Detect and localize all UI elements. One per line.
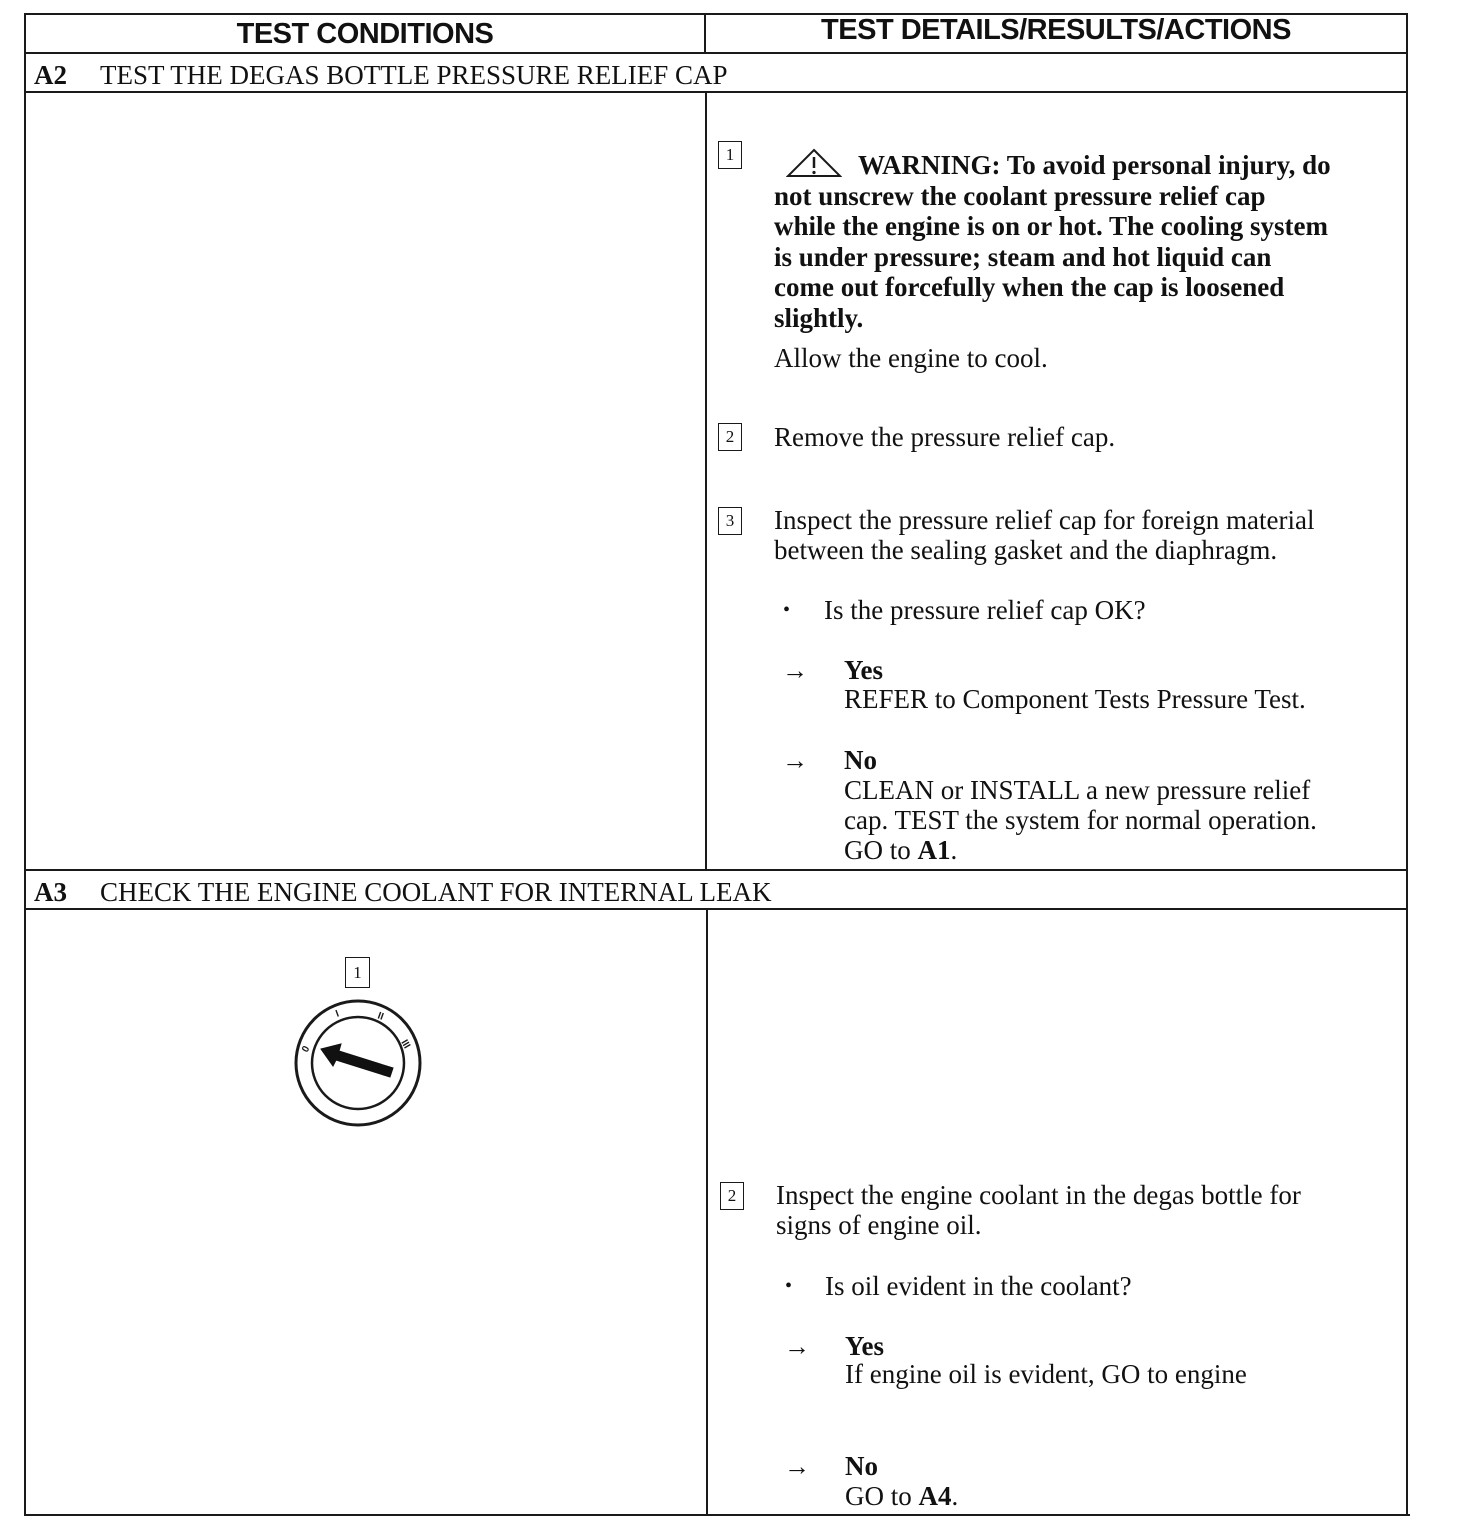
a3-step2-box: 2 [720,1182,744,1210]
a2-question: Is the pressure relief cap OK? [824,595,1146,625]
a2-title: TEST THE DEGAS BOTTLE PRESSURE RELIEF CAP [100,60,728,90]
a2-step3-text [774,505,1315,565]
a2-question-bullet: • [783,599,791,621]
warning-line-2: not unscrew the coolant pressure relief cap [774,180,1266,211]
a2-step3-line-2: between the sealing gasket and the diaphragm. [774,535,1278,565]
a3-yes-label: Yes [845,1331,884,1361]
warning-line-6: slightly. [774,302,864,333]
a2-column-divider [705,92,707,870]
a2-yes-text: REFER to Component Tests Pressure Test. [844,684,1306,714]
warning-line-5: come out forcefully when the cap is loosened [774,272,1285,303]
a2-no-goto [844,835,1317,865]
a2-no-line-2: cap. TEST the system for normal operation. [844,805,1317,835]
dial-mark-0: 0 [300,1044,313,1055]
a3-no-goto-prefix: GO to [845,1481,919,1511]
warning-line-4: is under pressure; steam and hot liquid can [774,241,1272,272]
a3-title-rule [24,908,1408,910]
a3-code: A3 [34,877,67,907]
a2-step1-box: 1 [718,141,742,169]
a2-step1-warning [774,150,1404,334]
a3-step2-line-2: signs of engine oil. [776,1210,982,1240]
warning-line-1: WARNING: To avoid personal injury, do [858,150,1331,180]
a3-section-title [34,877,771,908]
a2-no-arrow: → [782,746,808,775]
dial-mark-3: III [398,1038,413,1051]
a2-code: A2 [34,60,67,90]
a2-yes-label: Yes [844,655,883,685]
a3-no-goto-target: A4 [918,1481,952,1511]
a2-step3-line-1: Inspect the pressure relief cap for foreign material [774,505,1315,535]
frame-left [24,13,26,1516]
dial-mark-1: I [334,1008,341,1020]
a3-yes-arrow: → [784,1332,810,1361]
a3-no-arrow: → [784,1452,810,1481]
header-rule [24,52,1408,54]
a2-step2-text: Remove the pressure relief cap. [774,422,1116,452]
ignition-switch-icon [293,998,423,1128]
a2-section-title [34,60,728,91]
a2-no-line-1: CLEAN or INSTALL a new pressure relief [844,775,1311,805]
header-test-conditions: TEST CONDITIONS [236,17,494,50]
a3-step2-text [776,1180,1301,1240]
a3-top-rule [24,869,1408,871]
a3-question-bullet: • [785,1275,793,1297]
dial-mark-2: II [375,1010,385,1023]
frame-bottom [26,1514,1410,1516]
a2-no-label: No [844,745,877,775]
a3-step2-line-1: Inspect the engine coolant in the degas bottle for [776,1180,1301,1210]
warning-line-3: while the engine is on or hot. The cooling system [774,211,1329,242]
a2-no-goto-suffix: . [950,835,958,865]
a3-illustration-step-box: 1 [345,957,370,988]
a3-title: CHECK THE ENGINE COOLANT FOR INTERNAL LEAK [100,877,772,907]
a3-column-divider [706,909,708,1515]
a2-step3-box: 3 [718,507,742,535]
frame-right [1406,13,1408,1516]
a2-title-rule [24,91,1408,93]
a3-no-goto [845,1481,958,1511]
a2-yes-arrow: → [782,656,808,685]
header-test-details: TEST DETAILS/RESULTS/ACTIONS [821,13,1291,46]
a3-question: Is oil evident in the coolant? [825,1271,1132,1301]
a3-yes-text: If engine oil is evident, GO to engine [845,1359,1247,1389]
a2-no-goto-prefix: GO to [844,835,918,865]
a3-no-label: No [845,1451,878,1481]
a3-no-goto-suffix: . [951,1481,959,1511]
a2-no-text [844,775,1317,865]
a2-no-goto-target: A1 [917,835,951,865]
a2-step1-action: Allow the engine to cool. [774,343,1048,373]
a2-step2-box: 2 [718,423,742,451]
